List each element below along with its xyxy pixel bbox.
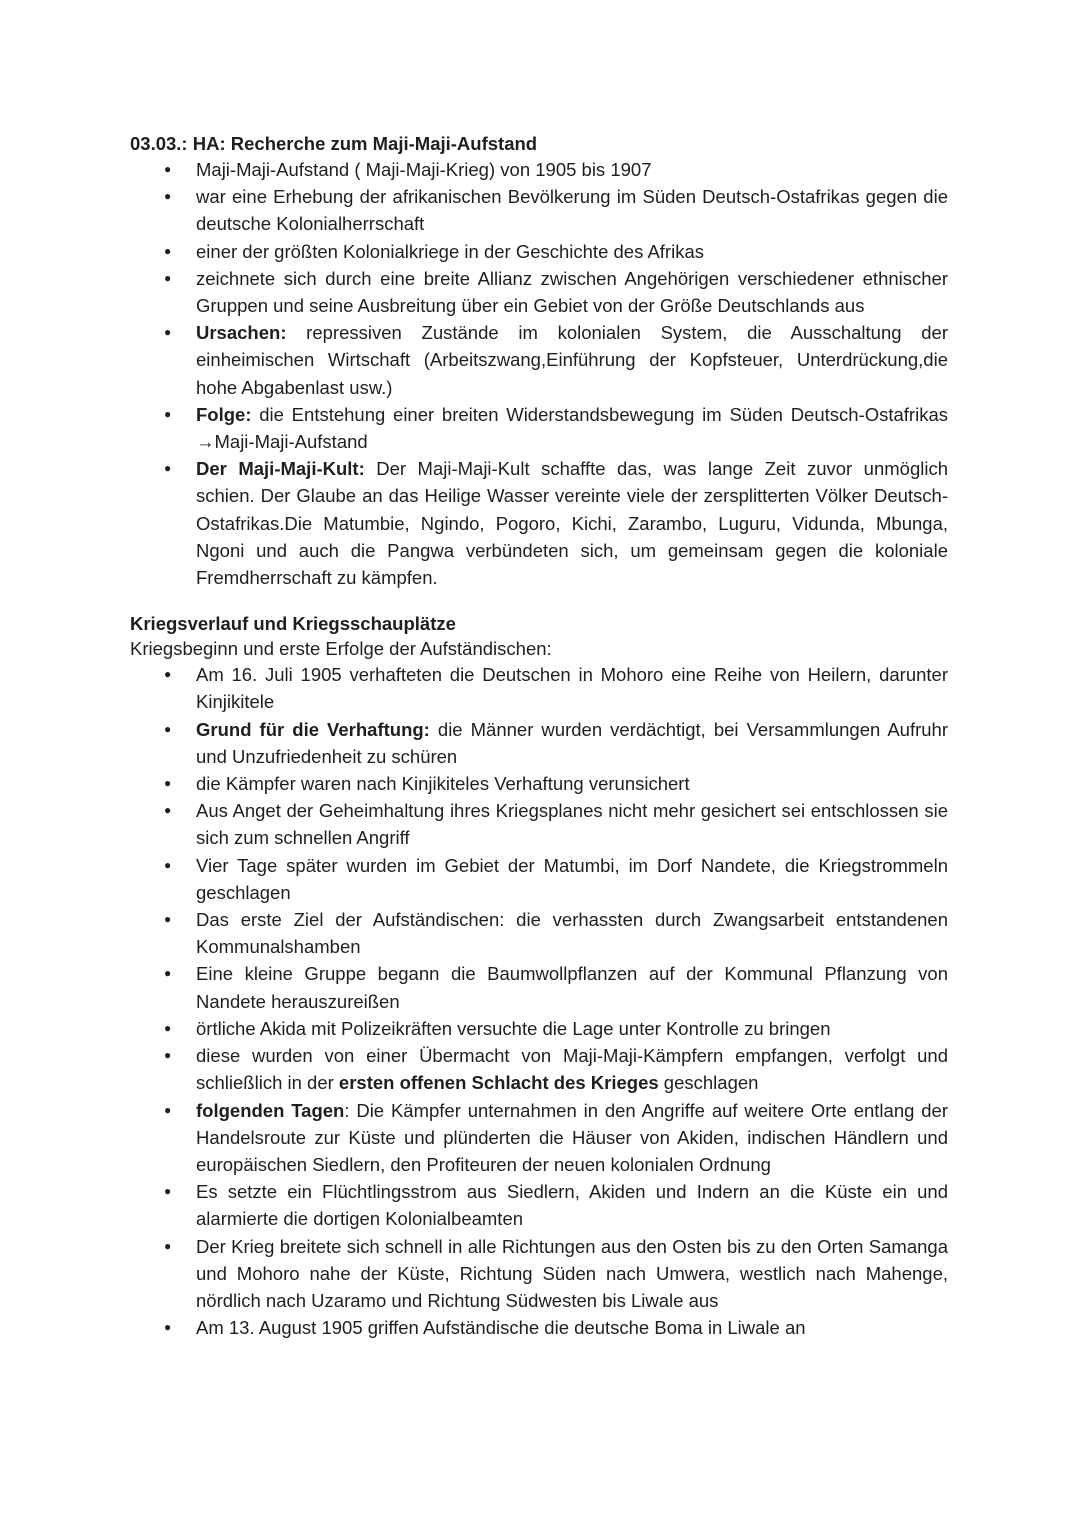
item-text: Der Krieg breitete sich schnell in alle Richtungen aus den Osten bis zu den Orten Samanga und Mohoro nahe der Küste, Richtung Süden nach Umwera, westlich nach Mahenge, nördlich nach Uzaramo und Richtung Südwesten bis Liwale aus	[196, 1235, 948, 1311]
list-item	[130, 852, 948, 906]
item-text: war eine Erhebung der afrikanischen Bevölkerung im Süden Deutsch-Ostafrikas gegen die deutsche Kolonialherrschaft	[196, 186, 948, 235]
item-text: diese wurden von einer Übermacht von Maji-Maji-Kämpfern empfangen, verfolgt und schließlich in der	[196, 1045, 948, 1094]
item-text: die Kämpfer waren nach Kinjikiteles Verhaftung verunsichert	[196, 773, 690, 795]
item-text: Aus Anget der Geheimhaltung ihres Kriegsplanes nicht mehr gesichert sei entschlossen sie sich zum schnellen Angriff	[196, 800, 948, 849]
list-item	[130, 183, 948, 237]
list-item	[130, 401, 948, 455]
item-text: Am 13. August 1905 griffen Aufständische die deutsche Boma in Liwale an	[196, 1317, 806, 1339]
section-title-homework: 03.03.: HA: Recherche zum Maji-Maji-Aufstand	[130, 133, 538, 154]
list-item	[130, 455, 948, 591]
item-text: örtliche Akida mit Polizeikräften versuchte die Lage unter Kontrolle zu bringen	[196, 1017, 831, 1039]
item-text: Am 16. Juli 1905 verhafteten die Deutschen in Mohoro eine Reihe von Heilern, darunter Kinjikitele	[196, 664, 948, 713]
item-text: die Entstehung einer breiten Widerstandsbewegung im Süden Deutsch-Ostafrikas →Maji-Maji-Aufstand	[196, 403, 948, 453]
item-text: repressiven Zustände im kolonialen System, die Ausschaltung der einheimischen Wirtschaft (Arbeitszwang,Einführung der Kopfsteuer, Unterdrückung,die hohe Abgabenlast usw.)	[196, 322, 948, 398]
item-text: Das erste Ziel der Aufständischen: die verhassten durch Zwangsarbeit entstandenen Kommunalshamben	[196, 909, 948, 958]
list-item	[130, 716, 948, 770]
item-label: Grund für die Verhaftung:	[196, 718, 430, 740]
item-text: Vier Tage später wurden im Gebiet der Matumbi, im Dorf Nandete, die Kriegstrommeln geschlagen	[196, 854, 948, 903]
list-item	[130, 265, 948, 319]
list-item	[130, 906, 948, 960]
list-item	[130, 156, 948, 183]
list-item	[130, 1233, 948, 1315]
list-item	[130, 1097, 948, 1179]
item-text: einer der größten Kolonialkriege in der Geschichte des Afrikas	[196, 240, 704, 262]
list-item	[130, 770, 948, 797]
list-item	[130, 319, 948, 401]
item-text: zeichnete sich durch eine breite Allianz zwischen Angehörigen verschiedener ethnischer Gruppen und seine Ausbreitung über ein Gebiet von der Größe Deutschlands aus	[196, 267, 948, 317]
item-text: Eine kleine Gruppe begann die Baumwollpflanzen auf der Kommunal Pflanzung von Nandete herauszureißen	[196, 963, 948, 1012]
document-content	[130, 131, 948, 1341]
item-text: Maji-Maji-Aufstand ( Maji-Maji-Krieg) von 1905 bis 1907	[196, 159, 652, 180]
section-intro: Kriegsbeginn und erste Erfolge der Aufständischen:	[130, 638, 552, 660]
list-item	[130, 661, 948, 715]
item-emphasis: ersten offenen Schlacht des Krieges	[338, 1072, 659, 1094]
item-text: Es setzte ein Flüchtlingsstrom aus Siedlern, Akiden und Indern an die Küste ein und alarmierte die dortigen Kolonialbeamten	[196, 1181, 948, 1230]
item-text: Der Maji-Maji-Kult schaffte das, was lange Zeit zuvor unmöglich schien. Der Glaube an das Heilige Wasser vereinte viele der zersplitterten Völker Deutsch-Ostafrikas.Die Matumbie, Ngindo, Pogoro, Kichi, Zarambo, Luguru, Vidunda, Mbunga, Ngoni und auch die Pangwa verbündeten sich, um gemeinsam gegen die koloniale Fremdherrschaft zu kämpfen.	[196, 458, 949, 589]
list-item	[130, 797, 948, 851]
item-text-tail: geschlagen	[658, 1072, 759, 1094]
item-text: : Die Kämpfer unternahmen in den Angriffe auf weitere Orte entlang der Handelsroute zur Küste und plünderten die Häuser von Akiden, indischen Händlern und europäischen Siedlern, den Profiteuren der neuen kolonialen Ordnung	[196, 1099, 948, 1175]
item-text: die Männer wurden verdächtigt, bei Versammlungen Aufruhr und Unzufriedenheit zu schüren	[196, 718, 948, 767]
item-label: Ursachen:	[196, 322, 287, 344]
section-spacer	[130, 591, 948, 611]
bullet-list-overview	[130, 156, 948, 591]
item-label: folgenden Tagen	[196, 1099, 345, 1121]
list-item	[130, 960, 948, 1014]
section-title-war-course: Kriegsverlauf und Kriegsschauplätze	[130, 613, 456, 635]
item-label: Der Maji-Maji-Kult:	[196, 458, 365, 480]
list-item	[130, 1178, 948, 1232]
item-label: Folge:	[196, 403, 252, 425]
list-item	[130, 1314, 948, 1341]
list-item	[130, 1042, 948, 1096]
list-item	[130, 238, 948, 265]
list-item	[130, 1015, 948, 1042]
bullet-list-war-course	[130, 661, 948, 1341]
